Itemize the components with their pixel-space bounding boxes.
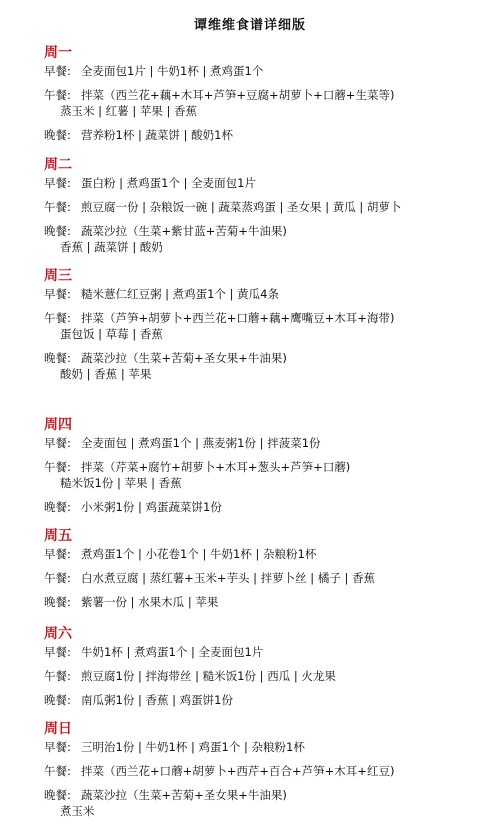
dinner bbox=[44, 499, 494, 515]
day-title: 周二 bbox=[44, 157, 72, 173]
meal-label: 早餐: bbox=[44, 176, 71, 190]
meal-items: 白水煮豆腐 | 蒸红薯+玉米+芋头 | 拌萝卜丝 | 橘子 | 香蕉 bbox=[81, 571, 376, 585]
meal-label: 午餐: bbox=[44, 88, 71, 102]
meal-label: 午餐: bbox=[44, 460, 71, 474]
meal-items-continued: 香蕉 | 蔬菜饼 | 酸奶 bbox=[60, 240, 163, 254]
meal-label: 早餐: bbox=[44, 547, 71, 561]
day-title: 周五 bbox=[44, 528, 72, 544]
meal-items: 蔬菜沙拉（生菜+紫甘蓝+苦菊+牛油果) bbox=[81, 224, 287, 238]
lunch bbox=[44, 459, 494, 491]
meal-items-continued: 酸奶 | 香蕉 | 苹果 bbox=[60, 367, 152, 381]
meal-label: 早餐: bbox=[44, 287, 71, 301]
lunch bbox=[44, 310, 494, 342]
meal-items: 牛奶1杯 | 煮鸡蛋1个 | 全麦面包1片 bbox=[81, 645, 264, 659]
day-title: 周四 bbox=[44, 417, 72, 433]
dinner bbox=[44, 350, 494, 382]
meal-items: 营养粉1杯 | 蔬菜饼 | 酸奶1杯 bbox=[81, 128, 234, 142]
meal-items: 全麦面包 | 煮鸡蛋1个 | 燕麦粥1份 | 拌菠菜1份 bbox=[81, 436, 321, 450]
lunch bbox=[44, 763, 494, 779]
day-monday bbox=[44, 44, 494, 143]
lunch bbox=[44, 668, 494, 684]
dinner bbox=[44, 692, 494, 708]
meal-label: 晚餐: bbox=[44, 224, 71, 238]
day-title: 周日 bbox=[44, 721, 72, 737]
day-tuesday bbox=[44, 156, 494, 255]
meal-items: 蔬菜沙拉（生菜+苦菊+圣女果+牛油果) bbox=[81, 788, 287, 802]
meal-items: 全麦面包1片 | 牛奶1杯 | 煮鸡蛋1个 bbox=[81, 64, 264, 78]
breakfast bbox=[44, 435, 494, 451]
meal-label: 晚餐: bbox=[44, 693, 71, 707]
lunch bbox=[44, 570, 494, 586]
day-wednesday bbox=[44, 267, 494, 382]
breakfast bbox=[44, 63, 494, 79]
meal-label: 午餐: bbox=[44, 200, 71, 214]
meal-items: 拌菜（西兰花+口蘑+胡萝卜+西芹+百合+芦笋+木耳+红豆) bbox=[81, 764, 395, 778]
meal-label: 早餐: bbox=[44, 436, 71, 450]
meal-label: 早餐: bbox=[44, 740, 71, 754]
meal-items-continued: 煮玉米 bbox=[60, 804, 95, 818]
meal-label: 午餐: bbox=[44, 669, 71, 683]
meal-label: 午餐: bbox=[44, 571, 71, 585]
meal-items: 糙米薏仁红豆粥 | 煮鸡蛋1个 | 黄瓜4条 bbox=[81, 287, 280, 301]
breakfast bbox=[44, 644, 494, 660]
dinner bbox=[44, 127, 494, 143]
meal-items: 紫薯一份 | 水果木瓜 | 苹果 bbox=[81, 595, 219, 609]
meal-items: 煎豆腐1份 | 拌海带丝 | 糙米饭1份 | 西瓜 | 火龙果 bbox=[81, 669, 336, 683]
meal-label: 晚餐: bbox=[44, 500, 71, 514]
meal-items: 拌菜（芦笋+胡萝卜+西兰花+口蘑+藕+鹰嘴豆+木耳+海带) bbox=[81, 311, 395, 325]
meal-items: 拌菜（芹菜+腐竹+胡萝卜+木耳+葱头+芦笋+口蘑) bbox=[81, 460, 351, 474]
meal-items: 煎豆腐一份 | 杂粮饭一碗 | 蔬菜蒸鸡蛋 | 圣女果 | 黄瓜 | 胡萝卜 bbox=[81, 200, 402, 214]
meal-items-continued: 糙米饭1份 | 苹果 | 香蕉 bbox=[60, 476, 182, 490]
meal-items: 三明治1份 | 牛奶1杯 | 鸡蛋1个 | 杂粮粉1杯 bbox=[81, 740, 305, 754]
lunch bbox=[44, 199, 494, 215]
meal-label: 晚餐: bbox=[44, 788, 71, 802]
day-thursday bbox=[44, 416, 494, 515]
meal-items: 小米粥1份 | 鸡蛋蔬菜饼1份 bbox=[81, 500, 222, 514]
meal-label: 晚餐: bbox=[44, 351, 71, 365]
day-sunday bbox=[44, 720, 494, 819]
meal-items: 南瓜粥1份 | 香蕉 | 鸡蛋饼1份 bbox=[81, 693, 234, 707]
meal-items: 蔬菜沙拉（生菜+苦菊+圣女果+牛油果) bbox=[81, 351, 287, 365]
meal-label: 晚餐: bbox=[44, 595, 71, 609]
dinner bbox=[44, 787, 494, 819]
meal-label: 早餐: bbox=[44, 64, 71, 78]
meal-label: 午餐: bbox=[44, 764, 71, 778]
day-title: 周一 bbox=[44, 45, 72, 61]
dinner bbox=[44, 223, 494, 255]
day-title: 周三 bbox=[44, 268, 72, 284]
meal-items-continued: 蒸玉米 | 红薯 | 苹果 | 香蕉 bbox=[60, 104, 198, 118]
day-title: 周六 bbox=[44, 626, 72, 642]
meal-items: 拌菜（西兰花+藕+木耳+芦笋+豆腐+胡萝卜+口蘑+生菜等) bbox=[81, 88, 395, 102]
meal-label: 早餐: bbox=[44, 645, 71, 659]
lunch bbox=[44, 87, 494, 119]
meal-items: 蛋白粉 | 煮鸡蛋1个 | 全麦面包1片 bbox=[81, 176, 257, 190]
breakfast bbox=[44, 739, 494, 755]
day-friday bbox=[44, 527, 494, 610]
meal-items: 煮鸡蛋1个 | 小花卷1个 | 牛奶1杯 | 杂粮粉1杯 bbox=[81, 547, 317, 561]
breakfast bbox=[44, 546, 494, 562]
meal-items-continued: 蛋包饭 | 草莓 | 香蕉 bbox=[60, 327, 163, 341]
page-title: 谭维维食谱详细版 bbox=[193, 18, 306, 33]
dinner bbox=[44, 594, 494, 610]
day-saturday bbox=[44, 625, 494, 708]
meal-label: 午餐: bbox=[44, 311, 71, 325]
breakfast bbox=[44, 286, 494, 302]
meal-label: 晚餐: bbox=[44, 128, 71, 142]
breakfast bbox=[44, 175, 494, 191]
